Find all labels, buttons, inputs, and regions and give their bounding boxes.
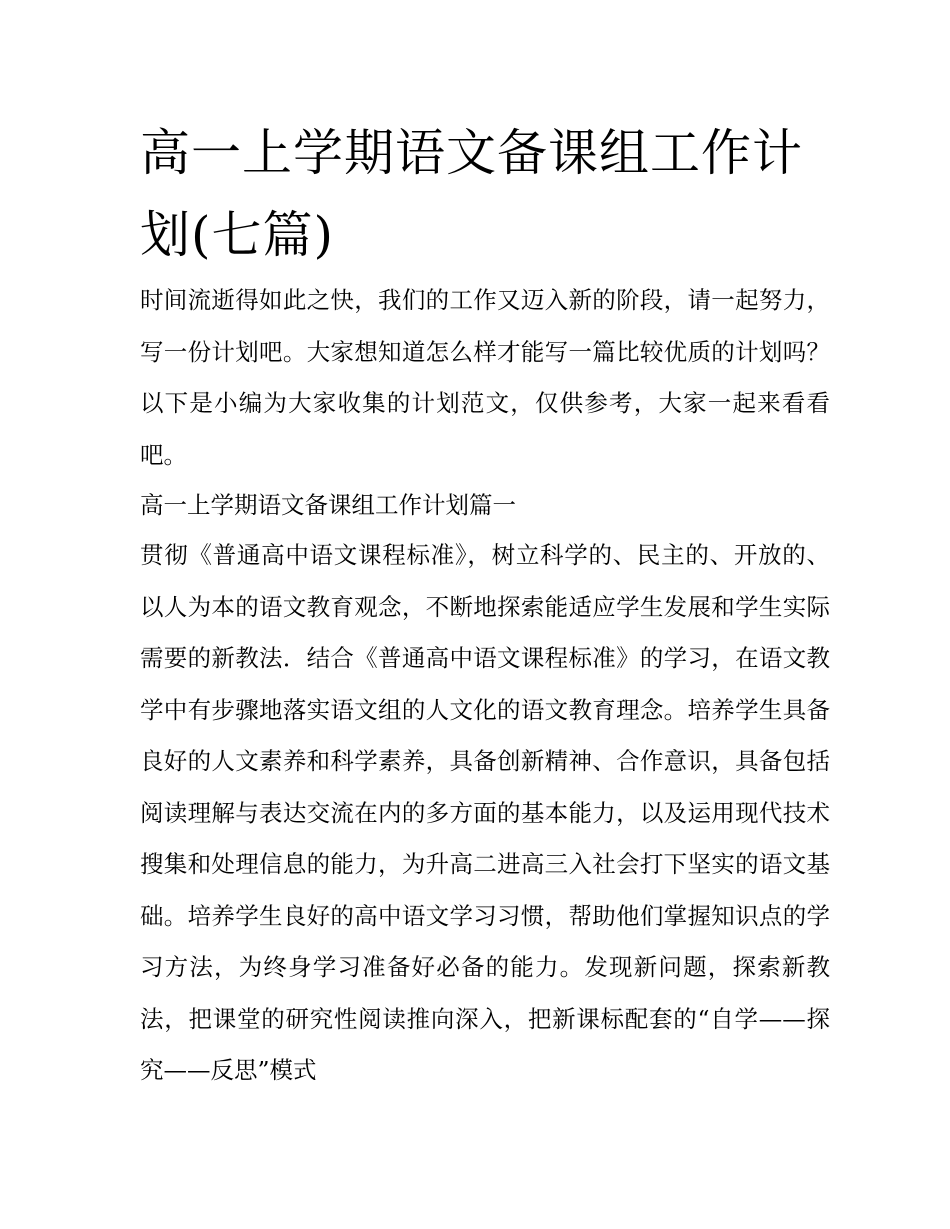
intro-paragraph: 时间流逝得如此之快，我们的工作又迈入新的阶段，请一起努力，写一份计划吧。大家想知道怎么样才能写一篇比较优质的计划吗？以下是小编为大家收集的计划范文，仅供参考，大家一起来看看吧。 — [140, 286, 830, 469]
body-paragraph: 贯彻《普通高中语文课程标准》，树立科学的、民主的、开放的、以人为本的语文教育观念，不断地探索能适应学生发展和学生实际需要的新教法．结合《普通高中语文课程标准》的学习，在语文教学中有步骤地落实语文组的人文化的语文教育理念。培养学生具备良好的人文素养和科学素养，具备创新精神、合作意识，具备包括阅读理解与表达交流在内的多方面的基本能力，以及运用现代技术搜集和处理信息的能力，为升高二进高三入社会打下坚实的语文基础。培养学生良好的高中语文学习习惯，帮助他们掌握知识点的学习方法，为终身学习准备好必备的能力。发现新问题，探索新教法，把课堂的研究性阅读推向深入，把新课标配套的“自学——探究——反思”模式 — [140, 541, 830, 1084]
document-title: 高一上学期语文备课组工作计划(七篇) — [140, 124, 803, 264]
section-heading: 高一上学期语文备课组工作计划篇一 — [140, 491, 516, 519]
